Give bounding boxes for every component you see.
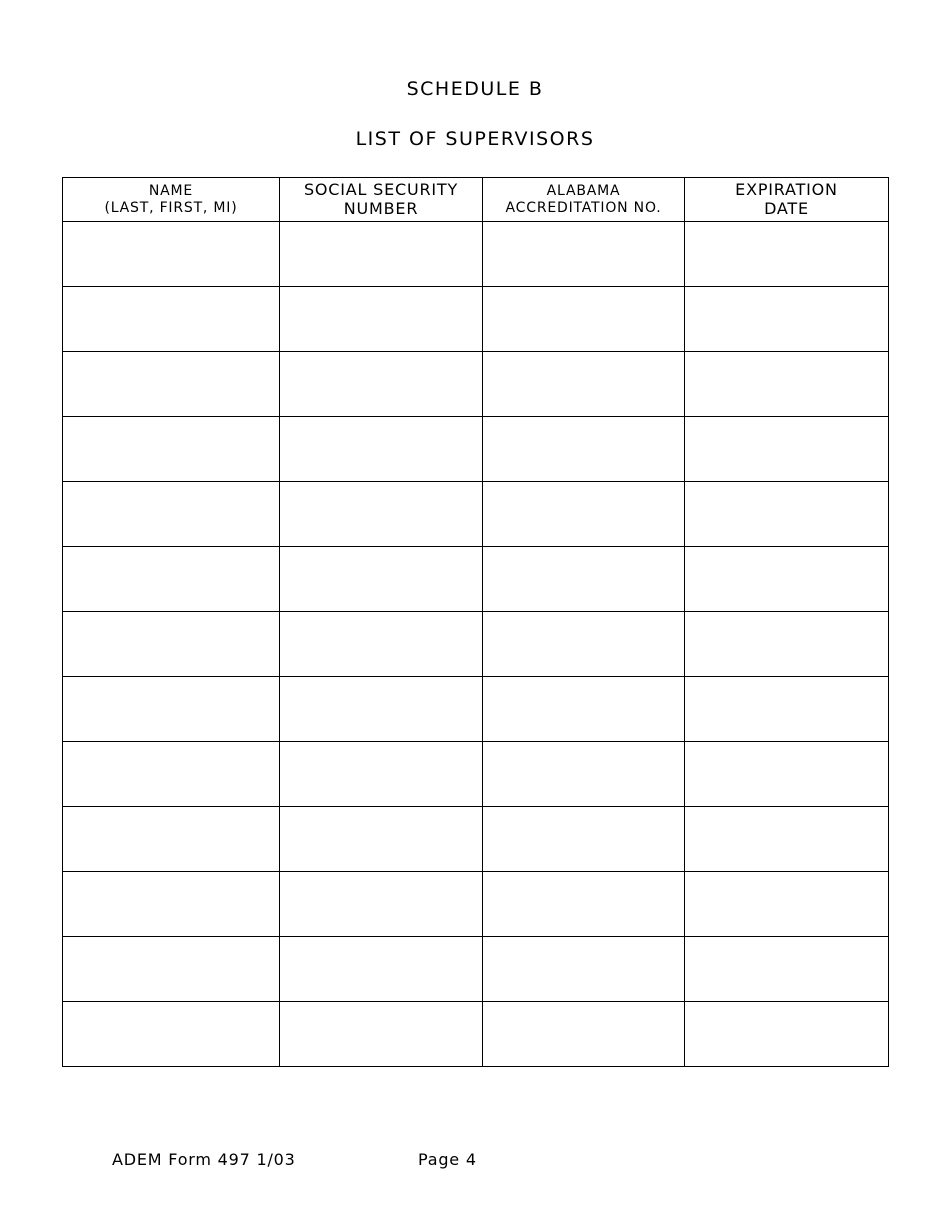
ssn-cell[interactable]	[280, 677, 483, 742]
header-ssn-line2: NUMBER	[343, 198, 419, 218]
header-expiration-line2: DATE	[764, 198, 809, 218]
table-row	[63, 677, 889, 742]
header-accreditation-line1: ALABAMA	[546, 183, 621, 200]
accreditation-cell[interactable]	[483, 547, 685, 612]
expiration-cell[interactable]	[685, 937, 889, 1002]
header-ssn	[280, 178, 483, 222]
table-row	[63, 547, 889, 612]
table-row	[63, 222, 889, 287]
ssn-cell[interactable]	[280, 1002, 483, 1067]
accreditation-cell[interactable]	[483, 937, 685, 1002]
expiration-cell[interactable]	[685, 482, 889, 547]
table-header-row	[63, 178, 889, 222]
name-cell[interactable]	[63, 222, 280, 287]
name-cell[interactable]	[63, 482, 280, 547]
accreditation-cell[interactable]	[483, 742, 685, 807]
ssn-cell[interactable]	[280, 612, 483, 677]
ssn-cell[interactable]	[280, 352, 483, 417]
header-accreditation	[483, 178, 685, 222]
accreditation-cell[interactable]	[483, 1002, 685, 1067]
ssn-cell[interactable]	[280, 287, 483, 352]
table-row	[63, 287, 889, 352]
accreditation-cell[interactable]	[483, 872, 685, 937]
expiration-cell[interactable]	[685, 872, 889, 937]
header-name-line2: (LAST, FIRST, MI)	[104, 199, 238, 216]
expiration-cell[interactable]	[685, 222, 889, 287]
table-row	[63, 482, 889, 547]
name-cell[interactable]	[63, 807, 280, 872]
supervisors-table	[62, 177, 889, 1067]
header-expiration	[685, 178, 889, 222]
name-cell[interactable]	[63, 677, 280, 742]
list-title: LIST OF SUPERVISORS	[355, 128, 595, 150]
ssn-cell[interactable]	[280, 742, 483, 807]
ssn-cell[interactable]	[280, 547, 483, 612]
expiration-cell[interactable]	[685, 742, 889, 807]
header-accreditation-line2: ACCREDITATION NO.	[505, 199, 662, 216]
ssn-cell[interactable]	[280, 222, 483, 287]
header-name-line1: NAME	[148, 183, 194, 200]
ssn-cell[interactable]	[280, 937, 483, 1002]
accreditation-cell[interactable]	[483, 612, 685, 677]
table-row	[63, 872, 889, 937]
ssn-cell[interactable]	[280, 872, 483, 937]
accreditation-cell[interactable]	[483, 677, 685, 742]
name-cell[interactable]	[63, 352, 280, 417]
name-cell[interactable]	[63, 742, 280, 807]
page-number: Page 4	[418, 1150, 477, 1169]
name-cell[interactable]	[63, 937, 280, 1002]
ssn-cell[interactable]	[280, 482, 483, 547]
expiration-cell[interactable]	[685, 417, 889, 482]
table-row	[63, 1002, 889, 1067]
table-row	[63, 612, 889, 677]
name-cell[interactable]	[63, 417, 280, 482]
accreditation-cell[interactable]	[483, 417, 685, 482]
name-cell[interactable]	[63, 547, 280, 612]
table-row	[63, 352, 889, 417]
expiration-cell[interactable]	[685, 547, 889, 612]
accreditation-cell[interactable]	[483, 482, 685, 547]
accreditation-cell[interactable]	[483, 222, 685, 287]
name-cell[interactable]	[63, 1002, 280, 1067]
table-row	[63, 937, 889, 1002]
form-id: ADEM Form 497 1/03	[112, 1150, 296, 1169]
ssn-cell[interactable]	[280, 807, 483, 872]
expiration-cell[interactable]	[685, 352, 889, 417]
table-row	[63, 742, 889, 807]
table-row	[63, 807, 889, 872]
table-body	[63, 222, 889, 1067]
header-expiration-line1: EXPIRATION	[735, 180, 838, 200]
expiration-cell[interactable]	[685, 612, 889, 677]
accreditation-cell[interactable]	[483, 287, 685, 352]
ssn-cell[interactable]	[280, 417, 483, 482]
schedule-title: SCHEDULE B	[406, 78, 544, 100]
table-row	[63, 417, 889, 482]
expiration-cell[interactable]	[685, 807, 889, 872]
accreditation-cell[interactable]	[483, 352, 685, 417]
accreditation-cell[interactable]	[483, 807, 685, 872]
header-name	[63, 178, 280, 222]
name-cell[interactable]	[63, 612, 280, 677]
name-cell[interactable]	[63, 287, 280, 352]
header-ssn-line1: SOCIAL SECURITY	[303, 180, 459, 200]
name-cell[interactable]	[63, 872, 280, 937]
expiration-cell[interactable]	[685, 1002, 889, 1067]
expiration-cell[interactable]	[685, 287, 889, 352]
expiration-cell[interactable]	[685, 677, 889, 742]
